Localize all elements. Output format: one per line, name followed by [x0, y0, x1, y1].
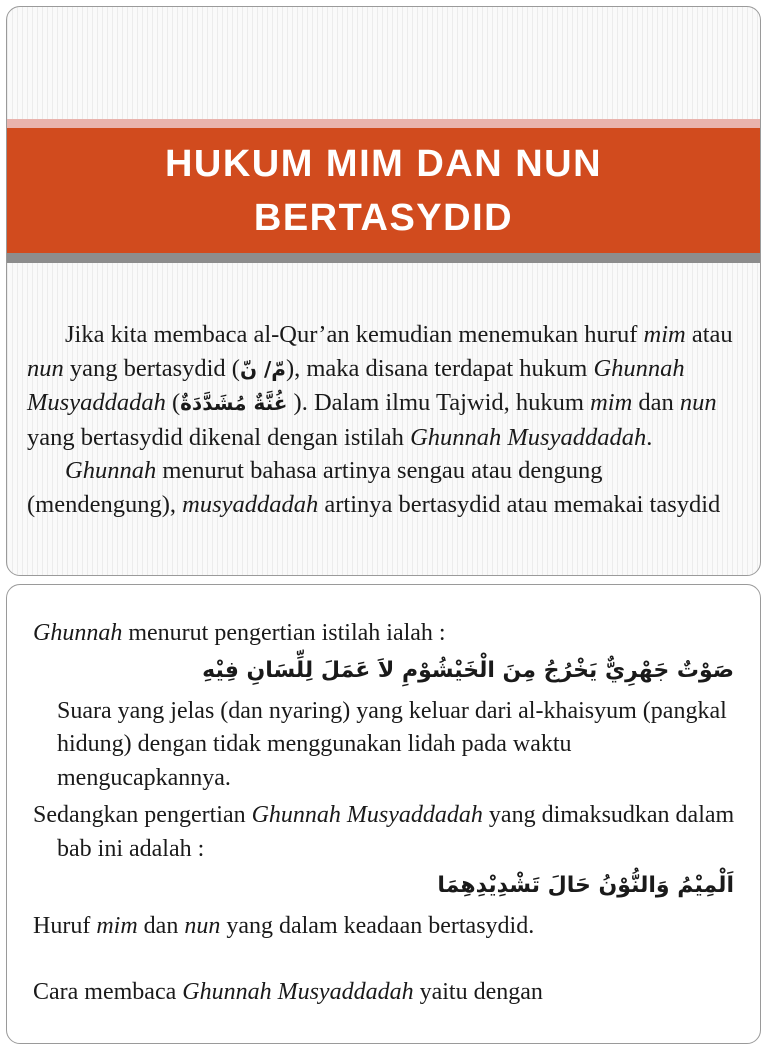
slide-1	[6, 6, 761, 576]
slide-2-body	[33, 617, 738, 1009]
title-shadow-band	[7, 253, 760, 263]
musyaddadah-translation: Huruf mim dan nun yang dalam keadaan bertasydid.	[33, 913, 535, 939]
paragraph-2: Ghunnah menurut bahasa artinya sengau atau dengung (mendengung), musyaddadah artinya bertasydid atau memakai tasydid	[27, 457, 721, 518]
arabic-definition-2: اَلْمِيْمُ وَالنُّوْنُ حَالَ تَشْدِيْدِهِمَا	[437, 873, 734, 898]
slide-title	[165, 137, 602, 245]
title-accent-band	[7, 119, 760, 128]
reading-method: Cara membaca Ghunnah Musyaddadah yaitu dengan	[33, 978, 543, 1005]
arabic-ghunnah-musyaddadah: غُنَّةٌ مُشَدَّدَةٌ	[180, 391, 288, 415]
title-line-2: BERTASYDID	[253, 196, 514, 239]
arabic-definition: صَوْتٌ جَهْرِيٌّ يَخْرُجُ مِنَ الْخَيْشُوْمِ لاَ عَمَلَ لِلِّسَانِ فِيْهِ	[202, 657, 734, 683]
slide-1-body	[27, 318, 738, 521]
paragraph-1: Jika kita membaca al-Qur’an kemudian menemukan huruf mim atau nun yang bertasydid (مّ/ نّ), maka disana terdapat hukum Ghunnah Musyaddadah (غُنَّةٌ مُشَدَّدَةٌ ). Dalam ilmu Tajwid, hukum mim dan nun yang bertasydid dikenal dengan istilah Ghunnah Musyaddadah.	[27, 321, 733, 451]
slide-2	[6, 584, 761, 1044]
title-banner	[7, 128, 760, 253]
title-line-1: HUKUM MIM DAN NUN	[164, 142, 603, 185]
definition-translation: Suara yang jelas (dan nyaring) yang keluar dari al-khaisyum (pangkal hidung) dengan tidak menggunakan lidah pada waktu mengucapkannya.	[57, 697, 727, 791]
musyaddadah-intro: Sedangkan pengertian Ghunnah Musyaddadah yang dimaksudkan dalam bab ini adalah :	[33, 802, 735, 862]
definition-intro: Ghunnah menurut pengertian istilah ialah :	[33, 620, 446, 646]
arabic-mim-nun: مّ/ نّ	[239, 356, 286, 381]
